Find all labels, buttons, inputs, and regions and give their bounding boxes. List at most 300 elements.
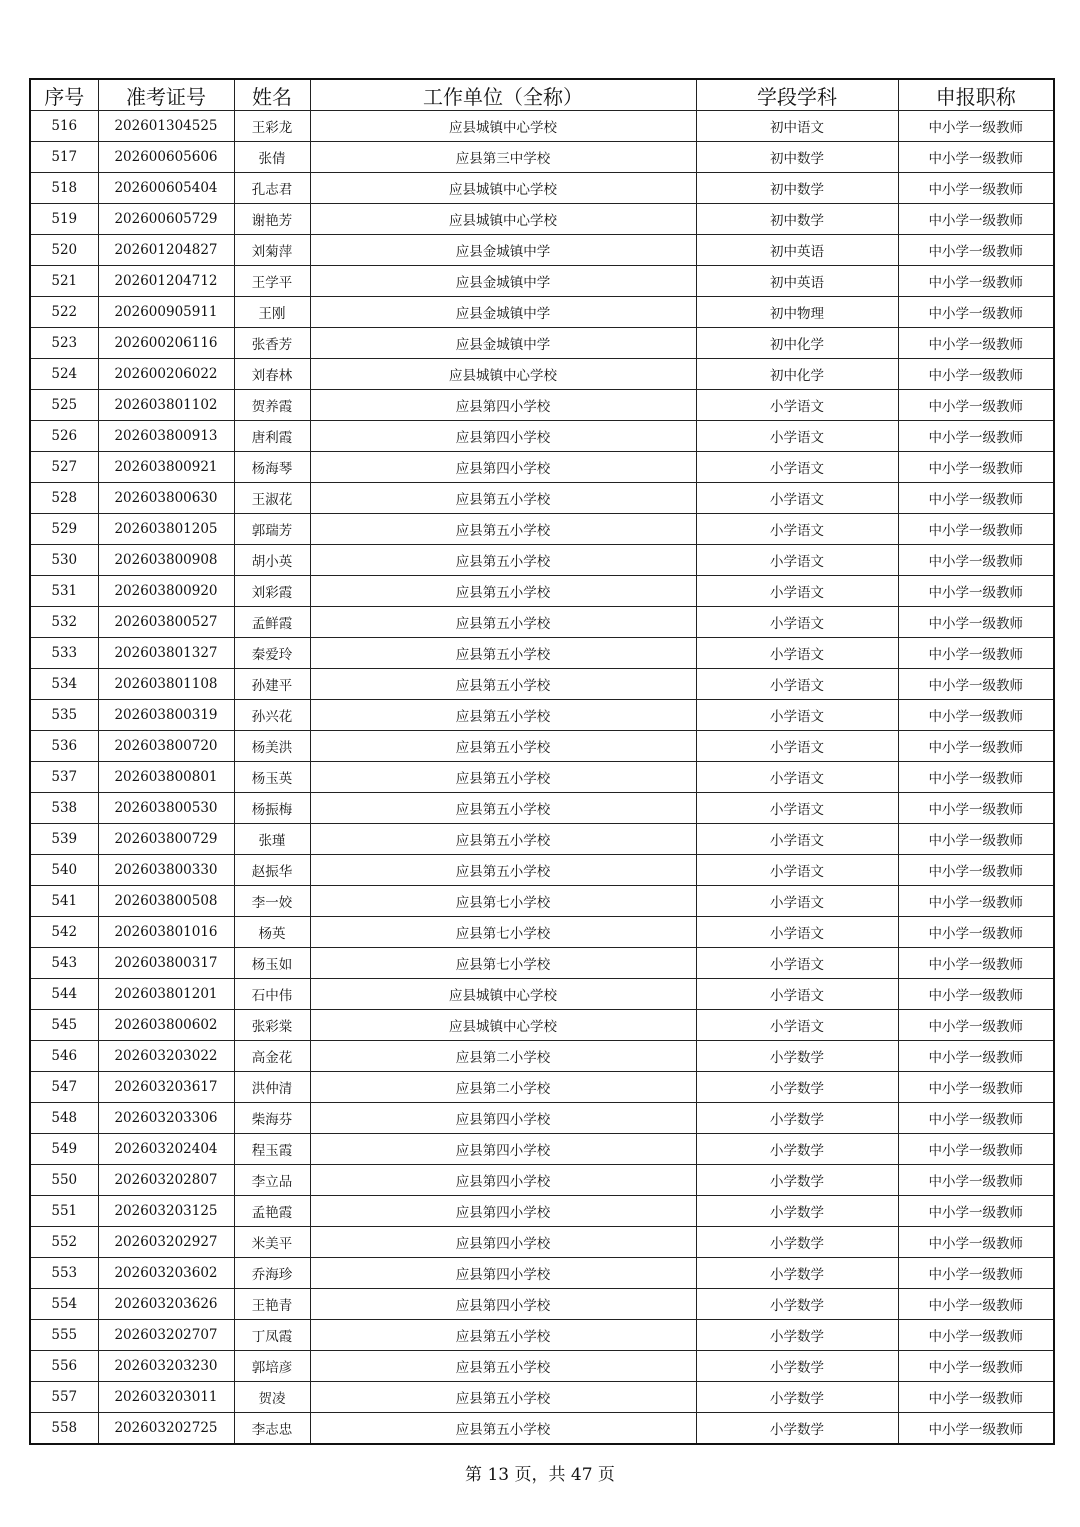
cell-title: 中小学一级教师 [898,359,1054,390]
cell-name: 丁凤霞 [234,1320,310,1351]
cell-name: 刘春林 [234,359,310,390]
cell-index: 521 [30,266,98,297]
cell-subject: 初中语文 [696,111,898,142]
cell-exam-id: 202601204827 [98,235,234,266]
cell-exam-id: 202603203306 [98,1103,234,1134]
table-row [30,328,1054,359]
cell-exam-id: 202600605606 [98,142,234,173]
cell-work-unit: 应县城镇中心学校 [310,204,696,235]
cell-title: 中小学一级教师 [898,1289,1054,1320]
cell-index: 556 [30,1351,98,1382]
cell-title: 中小学一级教师 [898,917,1054,948]
cell-work-unit: 应县第五小学校 [310,1413,696,1445]
cell-title: 中小学一级教师 [898,1072,1054,1103]
cell-name: 刘菊萍 [234,235,310,266]
cell-index: 522 [30,297,98,328]
cell-exam-id: 202603801016 [98,917,234,948]
cell-work-unit: 应县第五小学校 [310,1320,696,1351]
header-work-unit: 工作单位（全称） [310,79,696,111]
cell-exam-id: 202603800319 [98,700,234,731]
cell-title: 中小学一级教师 [898,452,1054,483]
table-row [30,886,1054,917]
cell-exam-id: 202603800729 [98,824,234,855]
table-row [30,204,1054,235]
cell-work-unit: 应县金城镇中学 [310,235,696,266]
table-row [30,731,1054,762]
cell-name: 乔海珍 [234,1258,310,1289]
cell-exam-id: 202603801205 [98,514,234,545]
cell-exam-id: 202603203617 [98,1072,234,1103]
table-row [30,762,1054,793]
cell-name: 杨英 [234,917,310,948]
cell-name: 李立品 [234,1165,310,1196]
cell-index: 553 [30,1258,98,1289]
cell-work-unit: 应县第四小学校 [310,421,696,452]
table-row [30,483,1054,514]
cell-name: 孙兴花 [234,700,310,731]
table-header [30,79,1054,111]
cell-exam-id: 202601304525 [98,111,234,142]
cell-subject: 小学语文 [696,421,898,452]
cell-title: 中小学一级教师 [898,1320,1054,1351]
cell-work-unit: 应县城镇中心学校 [310,359,696,390]
cell-name: 李志忠 [234,1413,310,1445]
table-row [30,700,1054,731]
cell-index: 528 [30,483,98,514]
cell-name: 孟鲜霞 [234,607,310,638]
cell-index: 529 [30,514,98,545]
header-name: 姓名 [234,79,310,111]
table-row [30,1382,1054,1413]
cell-name: 石中伟 [234,979,310,1010]
header-title: 申报职称 [898,79,1054,111]
table-row [30,638,1054,669]
cell-name: 张彩棠 [234,1010,310,1041]
cell-name: 米美平 [234,1227,310,1258]
cell-exam-id: 202603202707 [98,1320,234,1351]
cell-title: 中小学一级教师 [898,1165,1054,1196]
cell-title: 中小学一级教师 [898,1103,1054,1134]
cell-title: 中小学一级教师 [898,297,1054,328]
cell-work-unit: 应县第五小学校 [310,638,696,669]
cell-title: 中小学一级教师 [898,1196,1054,1227]
cell-index: 519 [30,204,98,235]
cell-title: 中小学一级教师 [898,1227,1054,1258]
cell-title: 中小学一级教师 [898,793,1054,824]
table-row [30,607,1054,638]
cell-name: 唐利霞 [234,421,310,452]
table-row [30,855,1054,886]
cell-subject: 小学语文 [696,390,898,421]
cell-work-unit: 应县金城镇中学 [310,266,696,297]
cell-work-unit: 应县第四小学校 [310,1258,696,1289]
cell-title: 中小学一级教师 [898,824,1054,855]
cell-index: 531 [30,576,98,607]
cell-work-unit: 应县第七小学校 [310,948,696,979]
cell-subject: 初中化学 [696,328,898,359]
cell-name: 杨玉如 [234,948,310,979]
cell-exam-id: 202603202404 [98,1134,234,1165]
table-row [30,1289,1054,1320]
cell-work-unit: 应县第五小学校 [310,483,696,514]
cell-subject: 小学语文 [696,514,898,545]
cell-index: 554 [30,1289,98,1320]
header-exam-id: 准考证号 [98,79,234,111]
cell-subject: 小学语文 [696,452,898,483]
table-row [30,917,1054,948]
cell-work-unit: 应县第二小学校 [310,1041,696,1072]
cell-subject: 小学数学 [696,1196,898,1227]
table-row [30,1227,1054,1258]
cell-subject: 小学语文 [696,793,898,824]
cell-name: 李一姣 [234,886,310,917]
cell-index: 542 [30,917,98,948]
cell-name: 杨玉英 [234,762,310,793]
table-row [30,1010,1054,1041]
cell-name: 贺凌 [234,1382,310,1413]
cell-exam-id: 202603202927 [98,1227,234,1258]
cell-index: 558 [30,1413,98,1445]
cell-name: 高金花 [234,1041,310,1072]
cell-subject: 小学数学 [696,1382,898,1413]
cell-title: 中小学一级教师 [898,1351,1054,1382]
table-row [30,1165,1054,1196]
cell-exam-id: 202603801327 [98,638,234,669]
cell-name: 张香芳 [234,328,310,359]
cell-exam-id: 202603800801 [98,762,234,793]
cell-name: 张瑾 [234,824,310,855]
cell-work-unit: 应县第四小学校 [310,1134,696,1165]
cell-index: 523 [30,328,98,359]
cell-index: 536 [30,731,98,762]
cell-subject: 小学数学 [696,1165,898,1196]
cell-subject: 初中英语 [696,235,898,266]
cell-title: 中小学一级教师 [898,731,1054,762]
cell-title: 中小学一级教师 [898,638,1054,669]
cell-work-unit: 应县第二小学校 [310,1072,696,1103]
cell-index: 545 [30,1010,98,1041]
cell-work-unit: 应县金城镇中学 [310,297,696,328]
cell-exam-id: 202603202725 [98,1413,234,1445]
cell-name: 张倩 [234,142,310,173]
table-row [30,948,1054,979]
cell-exam-id: 202603800908 [98,545,234,576]
cell-title: 中小学一级教师 [898,421,1054,452]
table-row [30,1041,1054,1072]
cell-index: 517 [30,142,98,173]
cell-index: 555 [30,1320,98,1351]
cell-subject: 小学数学 [696,1320,898,1351]
cell-index: 526 [30,421,98,452]
cell-name: 贺养霞 [234,390,310,421]
cell-subject: 小学数学 [696,1041,898,1072]
cell-index: 552 [30,1227,98,1258]
header-index: 序号 [30,79,98,111]
cell-index: 535 [30,700,98,731]
cell-work-unit: 应县城镇中心学校 [310,173,696,204]
cell-exam-id: 202603800530 [98,793,234,824]
cell-index: 543 [30,948,98,979]
table-row [30,173,1054,204]
table-row [30,545,1054,576]
cell-index: 516 [30,111,98,142]
cell-work-unit: 应县第五小学校 [310,669,696,700]
cell-title: 中小学一级教师 [898,1258,1054,1289]
cell-index: 524 [30,359,98,390]
cell-name: 孟艳霞 [234,1196,310,1227]
cell-work-unit: 应县第五小学校 [310,545,696,576]
cell-title: 中小学一级教师 [898,855,1054,886]
cell-index: 530 [30,545,98,576]
cell-subject: 小学数学 [696,1413,898,1445]
cell-subject: 小学语文 [696,886,898,917]
cell-index: 549 [30,1134,98,1165]
cell-work-unit: 应县第五小学校 [310,576,696,607]
cell-work-unit: 应县城镇中心学校 [310,111,696,142]
cell-name: 刘彩霞 [234,576,310,607]
table-row [30,1320,1054,1351]
cell-subject: 小学语文 [696,762,898,793]
cell-exam-id: 202600905911 [98,297,234,328]
cell-index: 544 [30,979,98,1010]
cell-subject: 小学数学 [696,1258,898,1289]
cell-title: 中小学一级教师 [898,111,1054,142]
cell-title: 中小学一级教师 [898,1413,1054,1445]
cell-subject: 小学数学 [696,1072,898,1103]
cell-subject: 小学语文 [696,483,898,514]
cell-index: 540 [30,855,98,886]
cell-subject: 小学语文 [696,1010,898,1041]
cell-name: 秦爱玲 [234,638,310,669]
cell-title: 中小学一级教师 [898,669,1054,700]
cell-title: 中小学一级教师 [898,607,1054,638]
cell-work-unit: 应县第四小学校 [310,1165,696,1196]
header-row [30,79,1054,111]
table-row [30,1134,1054,1165]
cell-title: 中小学一级教师 [898,204,1054,235]
table-row [30,1103,1054,1134]
cell-title: 中小学一级教师 [898,948,1054,979]
cell-exam-id: 202603800317 [98,948,234,979]
cell-index: 527 [30,452,98,483]
cell-index: 547 [30,1072,98,1103]
cell-title: 中小学一级教师 [898,173,1054,204]
cell-index: 520 [30,235,98,266]
cell-subject: 小学语文 [696,638,898,669]
cell-subject: 初中物理 [696,297,898,328]
cell-exam-id: 202603203602 [98,1258,234,1289]
cell-work-unit: 应县第五小学校 [310,731,696,762]
cell-index: 534 [30,669,98,700]
cell-name: 胡小英 [234,545,310,576]
cell-exam-id: 202603800913 [98,421,234,452]
cell-title: 中小学一级教师 [898,1134,1054,1165]
cell-subject: 小学数学 [696,1351,898,1382]
table-row [30,1351,1054,1382]
cell-subject: 小学语文 [696,700,898,731]
cell-subject: 小学语文 [696,979,898,1010]
cell-exam-id: 202603800630 [98,483,234,514]
cell-title: 中小学一级教师 [898,545,1054,576]
cell-subject: 小学语文 [696,948,898,979]
cell-index: 525 [30,390,98,421]
cell-work-unit: 应县城镇中心学校 [310,1010,696,1041]
cell-index: 518 [30,173,98,204]
cell-title: 中小学一级教师 [898,700,1054,731]
cell-name: 王艳青 [234,1289,310,1320]
cell-subject: 初中数学 [696,204,898,235]
cell-work-unit: 应县第五小学校 [310,855,696,886]
cell-work-unit: 应县第四小学校 [310,390,696,421]
cell-title: 中小学一级教师 [898,1010,1054,1041]
cell-work-unit: 应县第四小学校 [310,1227,696,1258]
cell-subject: 初中数学 [696,142,898,173]
cell-work-unit: 应县第七小学校 [310,917,696,948]
cell-subject: 小学语文 [696,917,898,948]
cell-subject: 初中化学 [696,359,898,390]
cell-subject: 小学语文 [696,855,898,886]
cell-work-unit: 应县第四小学校 [310,1196,696,1227]
cell-exam-id: 202600206022 [98,359,234,390]
cell-exam-id: 202603203230 [98,1351,234,1382]
cell-index: 538 [30,793,98,824]
cell-exam-id: 202603801102 [98,390,234,421]
cell-exam-id: 202603801201 [98,979,234,1010]
page-number: 第 13 页，共 47 页 [465,1465,615,1485]
cell-work-unit: 应县第四小学校 [310,1103,696,1134]
cell-name: 郭瑞芳 [234,514,310,545]
cell-work-unit: 应县第四小学校 [310,452,696,483]
table-row [30,111,1054,142]
cell-exam-id: 202600605404 [98,173,234,204]
table-row [30,824,1054,855]
table-row [30,142,1054,173]
cell-title: 中小学一级教师 [898,328,1054,359]
cell-title: 中小学一级教师 [898,483,1054,514]
cell-exam-id: 202603202807 [98,1165,234,1196]
cell-subject: 小学语文 [696,576,898,607]
cell-name: 王刚 [234,297,310,328]
cell-work-unit: 应县第四小学校 [310,1289,696,1320]
cell-name: 孔志君 [234,173,310,204]
cell-name: 谢艳芳 [234,204,310,235]
cell-title: 中小学一级教师 [898,886,1054,917]
cell-exam-id: 202600605729 [98,204,234,235]
table-row [30,1258,1054,1289]
cell-name: 柴海芬 [234,1103,310,1134]
cell-work-unit: 应县第五小学校 [310,700,696,731]
cell-work-unit: 应县第五小学校 [310,1351,696,1382]
cell-exam-id: 202603800920 [98,576,234,607]
table-row [30,669,1054,700]
cell-index: 557 [30,1382,98,1413]
table-row [30,266,1054,297]
cell-subject: 小学数学 [696,1103,898,1134]
candidate-table [29,78,1055,1445]
cell-index: 537 [30,762,98,793]
cell-subject: 小学语文 [696,607,898,638]
cell-exam-id: 202601204712 [98,266,234,297]
cell-name: 赵振华 [234,855,310,886]
cell-title: 中小学一级教师 [898,266,1054,297]
cell-subject: 初中数学 [696,173,898,204]
cell-work-unit: 应县第五小学校 [310,514,696,545]
cell-name: 杨海琴 [234,452,310,483]
cell-name: 郭培彦 [234,1351,310,1382]
table-row [30,235,1054,266]
cell-index: 532 [30,607,98,638]
cell-name: 杨振梅 [234,793,310,824]
cell-name: 王淑花 [234,483,310,514]
table-row [30,979,1054,1010]
cell-name: 程玉霞 [234,1134,310,1165]
cell-title: 中小学一级教师 [898,576,1054,607]
cell-exam-id: 202603203125 [98,1196,234,1227]
cell-exam-id: 202603203011 [98,1382,234,1413]
cell-name: 王彩龙 [234,111,310,142]
cell-exam-id: 202600206116 [98,328,234,359]
cell-work-unit: 应县金城镇中学 [310,328,696,359]
cell-index: 541 [30,886,98,917]
cell-subject: 小学语文 [696,731,898,762]
cell-index: 533 [30,638,98,669]
table-row [30,359,1054,390]
table-row [30,576,1054,607]
cell-exam-id: 202603800330 [98,855,234,886]
cell-work-unit: 应县第五小学校 [310,1382,696,1413]
cell-title: 中小学一级教师 [898,514,1054,545]
table-row [30,1072,1054,1103]
cell-subject: 小学数学 [696,1289,898,1320]
cell-index: 550 [30,1165,98,1196]
table-body [30,111,1054,1445]
cell-work-unit: 应县第七小学校 [310,886,696,917]
cell-exam-id: 202603800527 [98,607,234,638]
table-row [30,390,1054,421]
cell-subject: 小学语文 [696,824,898,855]
table-row [30,1196,1054,1227]
cell-work-unit: 应县城镇中心学校 [310,979,696,1010]
cell-exam-id: 202603203626 [98,1289,234,1320]
table-row [30,452,1054,483]
cell-title: 中小学一级教师 [898,235,1054,266]
cell-work-unit: 应县第三中学校 [310,142,696,173]
cell-work-unit: 应县第五小学校 [310,824,696,855]
cell-exam-id: 202603800602 [98,1010,234,1041]
cell-exam-id: 202603801108 [98,669,234,700]
header-subject: 学段学科 [696,79,898,111]
cell-name: 孙建平 [234,669,310,700]
cell-exam-id: 202603800921 [98,452,234,483]
cell-title: 中小学一级教师 [898,762,1054,793]
cell-index: 548 [30,1103,98,1134]
cell-work-unit: 应县第五小学校 [310,607,696,638]
cell-exam-id: 202603800508 [98,886,234,917]
cell-subject: 小学语文 [696,669,898,700]
cell-subject: 初中英语 [696,266,898,297]
table-row [30,514,1054,545]
cell-name: 杨美洪 [234,731,310,762]
cell-subject: 小学数学 [696,1227,898,1258]
cell-title: 中小学一级教师 [898,1382,1054,1413]
table-row [30,421,1054,452]
cell-name: 洪仲清 [234,1072,310,1103]
cell-exam-id: 202603800720 [98,731,234,762]
cell-index: 551 [30,1196,98,1227]
table-row [30,793,1054,824]
cell-index: 546 [30,1041,98,1072]
cell-title: 中小学一级教师 [898,390,1054,421]
